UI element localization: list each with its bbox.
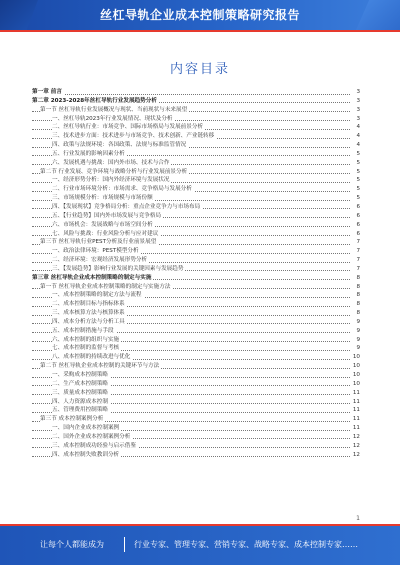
toc-entry-label: 一、成本控制策略的制定方法与流程 xyxy=(52,292,142,299)
toc-entry-page: 8 xyxy=(350,283,360,292)
toc-entry-label: 第一节 丝杠导轨企业成本控制策略的制定与实施方法 xyxy=(40,283,171,290)
toc-entry[interactable] xyxy=(32,371,360,380)
toc-entry-label: 二、国外企业成本控制案例分析 xyxy=(52,433,131,440)
toc-entry[interactable] xyxy=(32,176,360,185)
toc-entry-label: 一、政治法律环境：PEST模型分析 xyxy=(52,248,139,255)
toc-entry-page: 5 xyxy=(350,150,360,159)
toc-entry-label: 第一节 丝杠导轨行业发展概况与现状、当前现状与未来展望 xyxy=(40,106,188,113)
toc-entry[interactable] xyxy=(32,389,360,398)
toc-entry-label: 一、丝杠导轨2023年行业发展情况、现状及分析 xyxy=(52,115,173,122)
toc-entry[interactable] xyxy=(32,283,360,292)
toc-entry[interactable] xyxy=(32,380,360,389)
toc-entry-page: 6 xyxy=(350,221,360,230)
toc-leader-dots xyxy=(32,94,350,95)
toc-entry-page: 11 xyxy=(350,406,360,415)
toc-entry-label: 八、成本控制的持续改进与优化 xyxy=(52,354,131,361)
toc-entry-label: 第二节 丝杠导轨企业成本控制的关键环节与方法 xyxy=(40,363,160,370)
toc-entry[interactable] xyxy=(32,274,360,283)
toc-entry[interactable] xyxy=(32,362,360,371)
toc-entry-page: 6 xyxy=(350,203,360,212)
toc-entry-label: 五、行业发展的影响因素分析 xyxy=(52,150,125,157)
toc-entry-label: 六、发展机遇与挑战：国内外市场、技术与合作 xyxy=(52,159,170,166)
toc-entry[interactable] xyxy=(32,424,360,433)
toc-entry-page: 8 xyxy=(350,274,360,283)
toc-entry[interactable] xyxy=(32,415,360,424)
toc-entry-label: 四、成本分析方法与分析工具 xyxy=(52,318,125,325)
toc-entry-label: 第三节 丝杠导轨行业PEST分析及行业前景展望 xyxy=(40,239,157,246)
toc-entry-label: 第二章 2023-2028年丝杠导轨行业发展趋势分析 xyxy=(32,97,157,104)
toc-entry-label: 六、成本控制的组织与实施 xyxy=(52,336,120,343)
toc-entry[interactable] xyxy=(32,247,360,256)
toc-entry[interactable] xyxy=(32,88,360,97)
toc-entry-label: 五、【行业趋势】国内外市场发展与竞争格局 xyxy=(52,212,162,219)
footer-bar xyxy=(0,524,400,565)
toc-entry-label: 四、政策与法规环境：各国政策、法规与标准监管情况 xyxy=(52,142,187,149)
page-number: 1 xyxy=(356,515,360,522)
toc-entry-label: 二、生产成本控制策略 xyxy=(52,380,108,387)
toc-entry-page: 11 xyxy=(350,398,360,407)
toc-entry-page: 12 xyxy=(350,451,360,460)
toc-entry[interactable] xyxy=(32,309,360,318)
toc-entry[interactable] xyxy=(32,318,360,327)
toc-entry-label: 三、技术进步方面：技术进步与市场竞争、技术创新、产业链转移 xyxy=(52,133,215,140)
toc-entry-page: 7 xyxy=(350,247,360,256)
toc-entry[interactable] xyxy=(32,123,360,132)
toc-entry-label: 第三节 成本控制案例分析 xyxy=(40,416,104,423)
footer-divider xyxy=(124,537,125,552)
toc-entry-page: 3 xyxy=(350,97,360,106)
toc-entry-page: 5 xyxy=(350,185,360,194)
toc-entry-label: 三、【发展趋势】影响行业发展的关键因素与发展趋势 xyxy=(52,265,184,272)
toc-entry[interactable] xyxy=(32,230,360,239)
toc-entry-page: 4 xyxy=(350,123,360,132)
toc-entry-label: 三、市场规模分析：市场规模与市场份额 xyxy=(52,195,153,202)
toc-entry-page: 9 xyxy=(350,336,360,345)
toc-entry-label: 二、经济环境：宏观经济发展形势分析 xyxy=(52,257,148,264)
toc-entry[interactable] xyxy=(32,336,360,345)
toc-entry-page: 5 xyxy=(350,159,360,168)
toc-entry[interactable] xyxy=(32,194,360,203)
toc-entry[interactable] xyxy=(32,106,360,115)
toc-entry-label: 四、人力资源成本控制 xyxy=(52,398,108,405)
toc-entry-page: 7 xyxy=(350,256,360,265)
table-of-contents xyxy=(32,88,360,459)
toc-entry-page: 9 xyxy=(350,344,360,353)
toc-entry-page: 3 xyxy=(350,88,360,97)
toc-entry-page: 11 xyxy=(350,415,360,424)
toc-entry[interactable] xyxy=(32,203,360,212)
toc-entry-page: 12 xyxy=(350,433,360,442)
toc-entry[interactable] xyxy=(32,433,360,442)
toc-entry[interactable] xyxy=(32,327,360,336)
report-title: 丝杠导轨企业成本控制策略研究报告 xyxy=(99,8,300,22)
toc-entry[interactable] xyxy=(32,256,360,265)
toc-entry[interactable] xyxy=(32,115,360,124)
toc-entry[interactable] xyxy=(32,353,360,362)
toc-entry[interactable] xyxy=(32,97,360,106)
toc-entry[interactable] xyxy=(32,442,360,451)
toc-entry-page: 3 xyxy=(350,106,360,115)
toc-entry-page: 10 xyxy=(350,380,360,389)
toc-entry-page: 8 xyxy=(350,291,360,300)
toc-entry-label: 一、经济形势分析：国内外经济环境与发展状况 xyxy=(52,177,170,184)
toc-entry-page: 12 xyxy=(350,442,360,451)
header-bar xyxy=(0,0,400,32)
toc-entry-label: 一、国内企业成本控制案例 xyxy=(52,425,120,432)
toc-entry-page: 3 xyxy=(350,115,360,124)
toc-entry-page: 5 xyxy=(350,176,360,185)
toc-entry[interactable] xyxy=(32,451,360,460)
toc-entry[interactable] xyxy=(32,265,360,274)
toc-entry-page: 7 xyxy=(350,238,360,247)
toc-entry-label: 四、【发展现状】竞争格局分析：重点企业竞争力与市场布局 xyxy=(52,203,201,210)
toc-entry[interactable] xyxy=(32,150,360,159)
toc-entry-label: 三、质量成本控制策略 xyxy=(52,389,108,396)
toc-entry-page: 10 xyxy=(350,362,360,371)
toc-entry-label: 三、成本核算方法与核算体系 xyxy=(52,310,125,317)
toc-entry-label: 第三章 丝杠导轨企业成本控制策略的制定与实施 xyxy=(32,274,152,281)
toc-entry-page: 4 xyxy=(350,132,360,141)
toc-entry-page: 8 xyxy=(350,309,360,318)
toc-entry-page: 9 xyxy=(350,318,360,327)
toc-entry-page: 11 xyxy=(350,424,360,433)
toc-entry[interactable] xyxy=(32,212,360,221)
toc-entry-label: 二、行业市场环境分析：市场需求、竞争格局与发展分析 xyxy=(52,186,192,193)
toc-entry-page: 5 xyxy=(350,168,360,177)
toc-heading: 内容目录 xyxy=(169,62,230,77)
toc-entry-page: 6 xyxy=(350,212,360,221)
toc-entry-page: 10 xyxy=(350,371,360,380)
toc-entry[interactable] xyxy=(32,159,360,168)
toc-entry-label: 第一章 前言 xyxy=(32,89,62,95)
footer-tagline: 行业专家、管理专家、营销专家、战略专家、成本控制专家…… xyxy=(134,540,358,549)
toc-entry-page: 10 xyxy=(350,353,360,362)
toc-entry[interactable] xyxy=(32,300,360,309)
toc-entry[interactable] xyxy=(32,238,360,247)
toc-entry-page: 9 xyxy=(350,327,360,336)
toc-entry-page: 11 xyxy=(350,389,360,398)
toc-entry-label: 五、成本控制措施与手段 xyxy=(52,327,114,334)
toc-entry-label: 二、成本控制目标与指标体系 xyxy=(52,301,125,308)
toc-entry[interactable] xyxy=(32,221,360,230)
toc-entry-label: 三、成本控制成功经验与启示借鉴 xyxy=(52,442,136,449)
toc-entry[interactable] xyxy=(32,344,360,353)
toc-entry[interactable] xyxy=(32,141,360,150)
toc-entry[interactable] xyxy=(32,185,360,194)
toc-entry[interactable] xyxy=(32,406,360,415)
toc-entry-label: 七、风险与挑战：行业风险分析与应对建议 xyxy=(52,230,159,237)
toc-entry-page: 7 xyxy=(350,265,360,274)
toc-entry-label: 四、成本控制失败教训分析 xyxy=(52,451,120,458)
toc-entry-page: 8 xyxy=(350,300,360,309)
toc-entry-label: 第二节 行业发展、竞争环境与战略分析与行业发展前景分析 xyxy=(40,168,188,175)
toc-entry-label: 六、市场机会：发展战略与市场空间分析 xyxy=(52,221,153,228)
toc-entry-page: 5 xyxy=(350,194,360,203)
toc-entry[interactable] xyxy=(32,132,360,141)
toc-entry[interactable] xyxy=(32,291,360,300)
toc-entry-label: 七、成本控制的监督与考核 xyxy=(52,345,120,352)
toc-entry[interactable] xyxy=(32,168,360,177)
toc-entry-page: 4 xyxy=(350,141,360,150)
toc-entry-label: 五、管理费用控制策略 xyxy=(52,407,108,414)
toc-entry-label: 一、采购成本控制策略 xyxy=(52,372,108,378)
footer-slogan: 让每个人都能成为 xyxy=(40,540,104,549)
toc-entry-label: 二、丝杠导轨行业：市场竞争、国际市场格局与发展前景分析 xyxy=(52,124,204,131)
toc-entry-page: 6 xyxy=(350,230,360,239)
toc-entry[interactable] xyxy=(32,398,360,407)
